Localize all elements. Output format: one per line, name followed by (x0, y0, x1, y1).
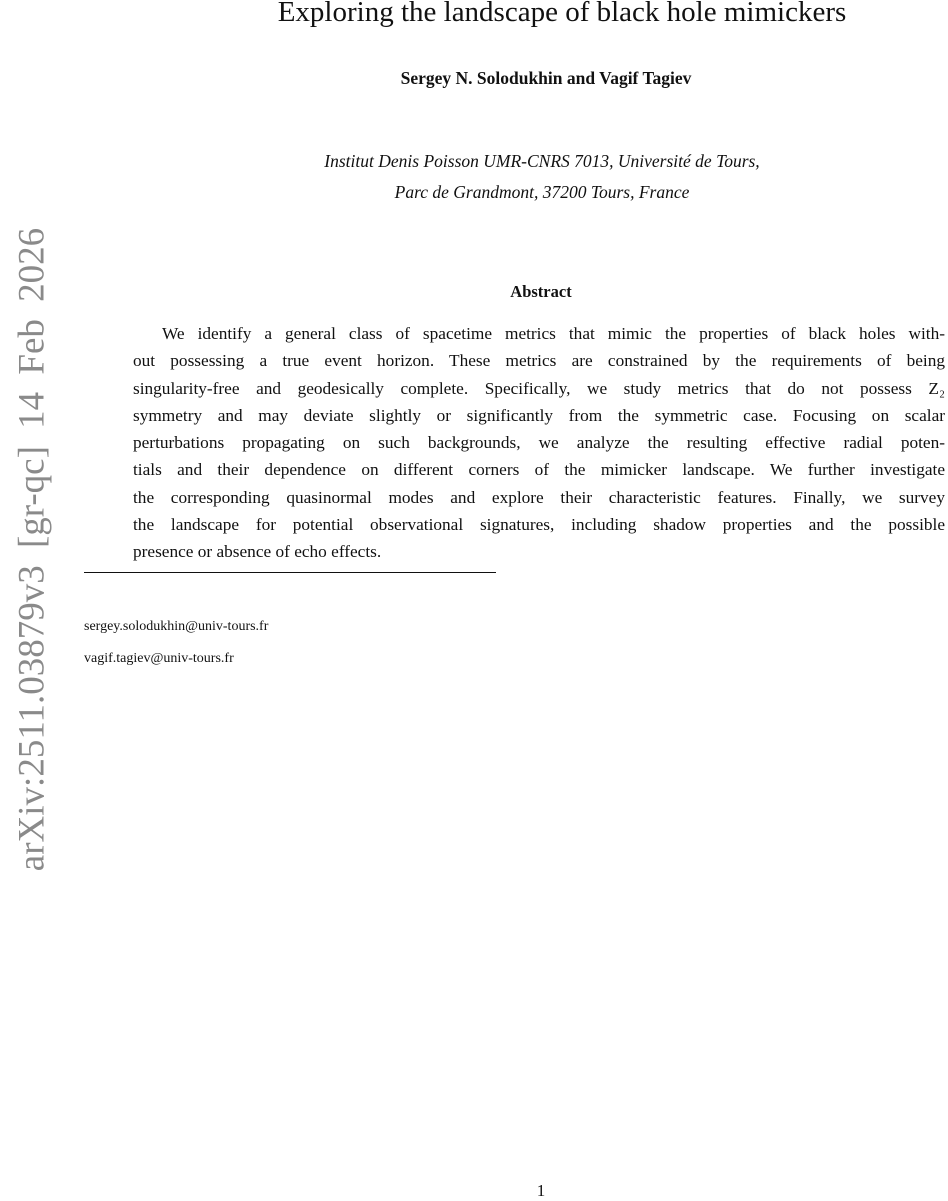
abstract-line: tials and their dependence on different corners of the mimicker landscape. We further investigate (133, 460, 945, 480)
abstract-body (133, 320, 945, 566)
affiliation-line-2: Parc de Grandmont, 37200 Tours, France (394, 182, 690, 202)
abstract-line: the landscape for potential observational signatures, including shadow properties and the possible (133, 515, 945, 535)
page-number: 1 (536, 1181, 546, 1200)
abstract-line: We identify a general class of spacetime metrics that mimic the properties of black holes with- (162, 324, 945, 343)
footnote-rule (84, 572, 496, 573)
abstract-line: symmetry and may deviate slightly or significantly from the symmetric case. Focusing on scalar (133, 405, 945, 425)
abstract-line: presence or absence of echo effects. (133, 542, 382, 562)
authors: Sergey N. Solodukhin and Vagif Tagiev (400, 68, 692, 88)
abstract-heading: Abstract (510, 282, 572, 301)
footnote-email-1[interactable]: sergey.solodukhin@univ-tours.fr (84, 619, 269, 634)
affiliation-line-1: Institut Denis Poisson UMR-CNRS 7013, Université de Tours, (324, 151, 760, 171)
paper-title: Exploring the landscape of black hole mimickers (277, 0, 847, 28)
arxiv-stamp: arXiv:2511.03879v3 [gr-qc] 14 Feb 2026 (11, 227, 53, 872)
abstract-line: out possessing a true event horizon. These metrics are constrained by the requirements of being (133, 351, 945, 371)
footnote-email-2[interactable]: vagif.tagiev@univ-tours.fr (84, 651, 234, 666)
abstract-line: perturbations propagating on such backgrounds, we analyze the resulting effective radial poten- (133, 433, 945, 453)
abstract-line: singularity-free and geodesically complete. Specifically, we study metrics that do not possess Z₂ (133, 378, 945, 398)
abstract-line: the corresponding quasinormal modes and explore their characteristic features. Finally, we survey (133, 487, 945, 507)
